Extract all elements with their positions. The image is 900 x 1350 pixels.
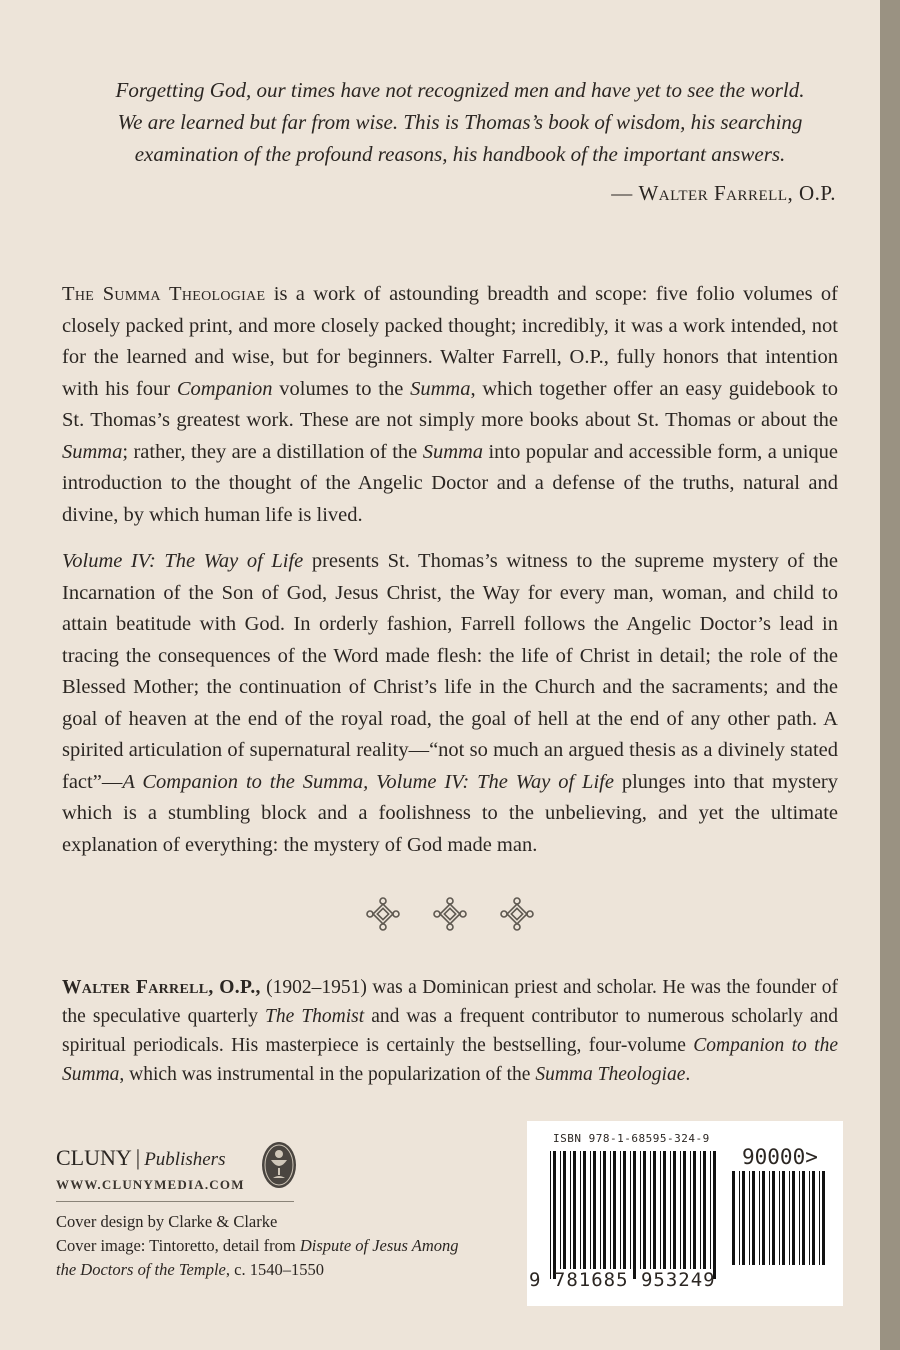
text-run: . (685, 1064, 691, 1085)
italic-run: Dispute of Jesus Among the Doctors of the Temple (56, 1236, 459, 1279)
price-code: 90000> (742, 1145, 818, 1169)
barcode-bar (680, 1151, 681, 1269)
barcode-bar (573, 1151, 576, 1269)
addon-barcode-bars (732, 1171, 828, 1267)
barcode-bar (563, 1151, 566, 1269)
barcode-bar (663, 1151, 666, 1269)
barcode-bar (769, 1171, 770, 1265)
chalice-seal-icon (261, 1141, 297, 1189)
text-run: and was a frequent contributor to numerous scholarly and spiritual periodicals. His masterpiece is certainly the bestselling, four-volume (62, 1006, 839, 1056)
barcode-bar (610, 1151, 611, 1269)
ornament-divider (365, 896, 535, 932)
divider-rule (56, 1201, 294, 1202)
barcode-bar (623, 1151, 626, 1269)
barcode-bar (789, 1171, 790, 1265)
barcode-bar (570, 1151, 571, 1269)
isbn-label: ISBN 978-1-68595-324-9 (553, 1132, 710, 1145)
text-run: , which together offer an easy guidebook to St. Thomas’s greatest work. These are not simply more books about St. Thomas or about the (62, 377, 838, 431)
italic-run: Summa (62, 440, 123, 463)
summary-paragraph-2 (62, 546, 838, 861)
barcode-bar (600, 1151, 601, 1269)
text-run: , which was instrumental in the popularization of the (119, 1064, 536, 1085)
barcode-bar (812, 1171, 815, 1265)
barcode-bar (590, 1151, 591, 1269)
barcode-bar (703, 1151, 706, 1269)
text-run: into popular and accessible form, a unique introduction to the thought of the Angelic Doctor and a defense of the truths, natural and divine, by which human life is lived. (62, 440, 838, 526)
publisher-name (56, 1145, 296, 1171)
barcode-bar (792, 1171, 795, 1265)
italic-run: A Companion to the Summa, Volume IV: The Way of Life (122, 770, 614, 793)
barcode-bar (683, 1151, 686, 1269)
book-title: The Summa Theologiae (62, 283, 266, 305)
isbn-barcode (527, 1121, 843, 1306)
ean-barcode-bars (550, 1151, 718, 1281)
barcode-bar (550, 1151, 551, 1279)
italic-run: Summa Theologiae (535, 1064, 686, 1085)
text-run: is a work of astounding breadth and scope: five folio volumes of closely packed print, and more closely packed thought; incredibly, it was a work intended, not for the learned and wise, but for beginners. Walter Farrell, O.P., fully honors that intention with his four (62, 283, 838, 400)
barcode-bar (593, 1151, 596, 1269)
knot-ornament-icon (365, 896, 401, 932)
barcode-bar (603, 1151, 606, 1269)
barcode-bar (713, 1151, 716, 1279)
barcode-bar (560, 1151, 561, 1269)
knot-ornament-icon (499, 896, 535, 932)
barcode-bar (640, 1151, 641, 1269)
barcode-bar (553, 1151, 556, 1279)
barcode-bar (690, 1151, 691, 1269)
barcode-bar (630, 1151, 631, 1269)
barcode-bar (759, 1171, 760, 1265)
italic-run: Summa (422, 440, 484, 463)
publisher-url: WWW.CLUNYMEDIA.COM (56, 1177, 245, 1192)
quote-line: examination of the profound reasons, his handbook of the important answers. (134, 142, 786, 166)
barcode-bar (749, 1171, 750, 1265)
barcode-bar (802, 1171, 805, 1265)
knot-ornament-icon (432, 896, 468, 932)
barcode-bar (660, 1151, 661, 1269)
publisher-separator: | (135, 1145, 141, 1170)
barcode-bar (653, 1151, 656, 1269)
barcode-bar (620, 1151, 621, 1269)
text-run: , c. 1540–1550 (225, 1260, 324, 1279)
italic-run: Companion (176, 377, 273, 400)
publisher-wordmark: CLUNY (56, 1145, 132, 1170)
barcode-bar (809, 1171, 810, 1265)
text-run: (1902–1951) was a Dominican priest and scholar. He was the founder of the speculative quarterly (62, 977, 838, 1027)
text-run: volumes to the (272, 377, 411, 400)
quote-line: Forgetting God, our times have not recognized men and have yet to see the world. (115, 78, 805, 102)
barcode-bar (580, 1151, 581, 1269)
attribution-name: Walter Farrell, O.P. (638, 181, 836, 205)
barcode-bar (739, 1171, 740, 1265)
italic-run: Companion to the Summa (62, 1035, 838, 1085)
quote-line: We are learned but far from wise. This is Thomas’s book of wisdom, his searching (117, 110, 803, 134)
ean-digits: 9 781685 953249 (529, 1269, 716, 1291)
quote-attribution (400, 181, 836, 206)
barcode-bar (762, 1171, 765, 1265)
barcode-bar (583, 1151, 586, 1269)
text-run: ; rather, they are a distillation of the (122, 440, 423, 463)
barcode-bar (732, 1171, 735, 1265)
text-run: plunges into that mystery which is a stumbling block and a foolishness to the unbelieving, and yet the ultimate explanation of everything: the mystery of God made man. (62, 770, 838, 856)
text-run: Cover image: Tintoretto, detail from (56, 1236, 300, 1255)
credit-line (56, 1234, 476, 1282)
barcode-bar (782, 1171, 785, 1265)
barcode-bar (772, 1171, 775, 1265)
barcode-bar (670, 1151, 671, 1269)
text-run: presents St. Thomas’s witness to the supreme mystery of the Incarnation of the Son of God, Jesus Christ, the Way for every man, woman, and child to attain beatitude with God. In orderly fashion, Farrell follows the Angelic Doctor’s lead in tracing the consequences of the Word made flesh: the life of Christ in detail; the role of the Blessed Mother; the continuation of Christ’s life in the Church and the sacraments; and the goal of heaven at the end of the royal road, the goal of hell at the end of any other path. A spirited articulation of supernatural reality—“not so much an argued thesis as a divinely stated fact”— (62, 550, 838, 793)
barcode-bar (742, 1171, 745, 1265)
barcode-bar (673, 1151, 676, 1269)
barcode-bar (822, 1171, 825, 1265)
barcode-bar (643, 1151, 646, 1269)
publisher-block (56, 1145, 296, 1193)
barcode-bar (693, 1151, 696, 1269)
barcode-bar (799, 1171, 800, 1265)
barcode-bar (613, 1151, 616, 1269)
barcode-bar (710, 1151, 711, 1269)
author-name: Walter Farrell, O.P., (62, 977, 261, 998)
cover-credits (56, 1210, 476, 1282)
credit-line: Cover design by Clarke & Clarke (56, 1212, 278, 1231)
italic-run: The Thomist (265, 1006, 365, 1027)
barcode-bar (819, 1171, 820, 1265)
barcode-bar (752, 1171, 755, 1265)
barcode-bar (650, 1151, 651, 1269)
volume-title: Volume IV: The Way of Life (62, 550, 304, 572)
epigraph-quote (60, 74, 860, 170)
author-bio (62, 973, 838, 1089)
publisher-subtitle: Publishers (144, 1149, 226, 1170)
spine-edge (880, 0, 900, 1350)
barcode-bar (779, 1171, 780, 1265)
attribution-dash: — (611, 181, 633, 205)
barcode-bar (633, 1151, 636, 1279)
italic-run: Summa (410, 377, 471, 400)
barcode-bar (700, 1151, 701, 1269)
summary-paragraph-1 (62, 279, 838, 531)
